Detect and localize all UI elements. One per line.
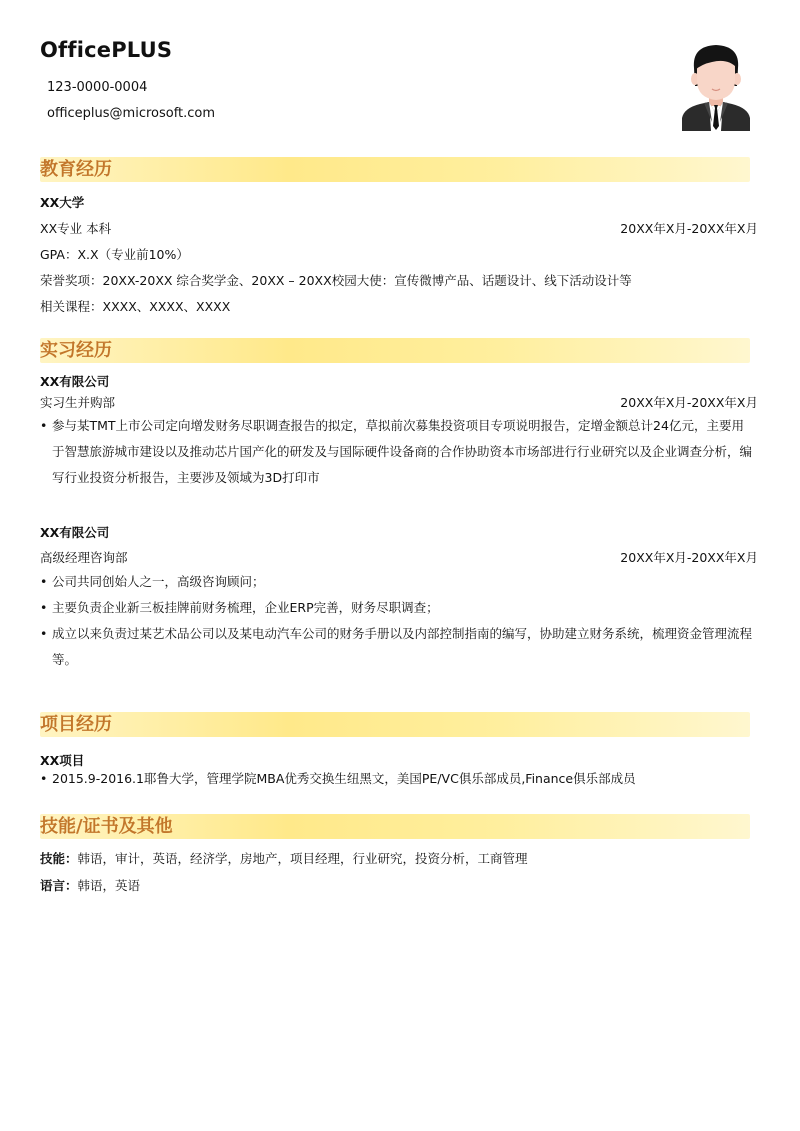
job-bullet-text: 参与某TMT上市公司定向增发财务尽职调查报告的拟定，草拟前次募集投资项目专项说明报告，定增金额总计24亿元，主要用于智慧旅游城市建设以及推动芯片国产化的研发及与国际硬件设备商的合作协助资本市场部进行行业研究以及企业调查分析，编写行业投资分析报告，主要涉及领域为3D打印市 <box>52 418 753 485</box>
skills-value: 韩语，审计，英语，经济学，房地产，项目经理，行业研究，投资分析，工商管理 <box>77 851 528 866</box>
email-address: officeplus@microsoft.com <box>47 106 216 121</box>
job-date: 20XX年X月-20XX年X月 <box>620 395 758 410</box>
language-line <box>40 876 140 894</box>
candidate-name: OfficePLUS <box>40 38 173 62</box>
bullet-dot: • <box>40 600 48 615</box>
bullet-dot: • <box>40 771 48 786</box>
company-name: XX有限公司 <box>40 374 110 389</box>
courses: 相关课程：XXXX、XXXX、XXXX <box>40 299 231 314</box>
job-bullet-text: 成立以来负责过某艺术品公司以及某电动汽车公司的财务手册以及内部控制指南的编写，协助建立财务系统，梳理资金管理流程等。 <box>52 626 753 667</box>
skills-label: 技能： <box>40 851 78 866</box>
project-bullet <box>40 766 752 792</box>
education-section-title: 教育经历 <box>40 159 112 180</box>
bullet-dot: • <box>40 626 48 641</box>
job-bullet <box>40 413 752 491</box>
skills-section-header <box>40 814 750 839</box>
language-value: 韩语，英语 <box>77 878 141 893</box>
internship-section-header <box>40 338 750 363</box>
department: 实习生并购部 <box>40 395 116 410</box>
job-bullet <box>40 569 752 595</box>
project-bullet-text: 2015.9-2016.1耶鲁大学，管理学院MBA优秀交换生纽黑文，美国PE/VC俱乐部成员,Finance俱乐部成员 <box>52 771 636 786</box>
education-section-header <box>40 157 750 182</box>
major-degree: XX专业 本科 <box>40 221 112 236</box>
internship-section-title: 实习经历 <box>40 340 112 361</box>
person-avatar-icon <box>682 42 750 131</box>
department: 高级经理咨询部 <box>40 550 128 565</box>
phone-number: 123-0000-0004 <box>47 80 148 95</box>
job-bullet-text: 公司共同创始人之一，高级咨询顾问； <box>52 574 265 589</box>
projects-section-header <box>40 712 750 737</box>
bullet-dot: • <box>40 418 48 433</box>
company-name: XX有限公司 <box>40 525 110 540</box>
education-date: 20XX年X月-20XX年X月 <box>620 221 758 236</box>
gpa: GPA：X.X（专业前10%） <box>40 247 189 262</box>
skills-line <box>40 849 528 867</box>
bullet-dot: • <box>40 574 48 589</box>
job-bullet-text: 主要负责企业新三板挂牌前财务梳理，企业ERP完善，财务尽职调查； <box>52 600 439 615</box>
project-name: XX项目 <box>40 753 85 768</box>
job-date: 20XX年X月-20XX年X月 <box>620 550 758 565</box>
job-bullet <box>40 621 752 673</box>
honors: 荣誉奖项：20XX-20XX 综合奖学金、20XX – 20XX校园大使：宣传微博产品、话题设计、线下活动设计等 <box>40 273 632 288</box>
skills-section-title: 技能/证书及其他 <box>40 816 173 837</box>
job-bullet <box>40 595 752 621</box>
projects-section-title: 项目经历 <box>40 714 112 735</box>
school-name: XX大学 <box>40 195 85 210</box>
language-label: 语言： <box>40 878 78 893</box>
